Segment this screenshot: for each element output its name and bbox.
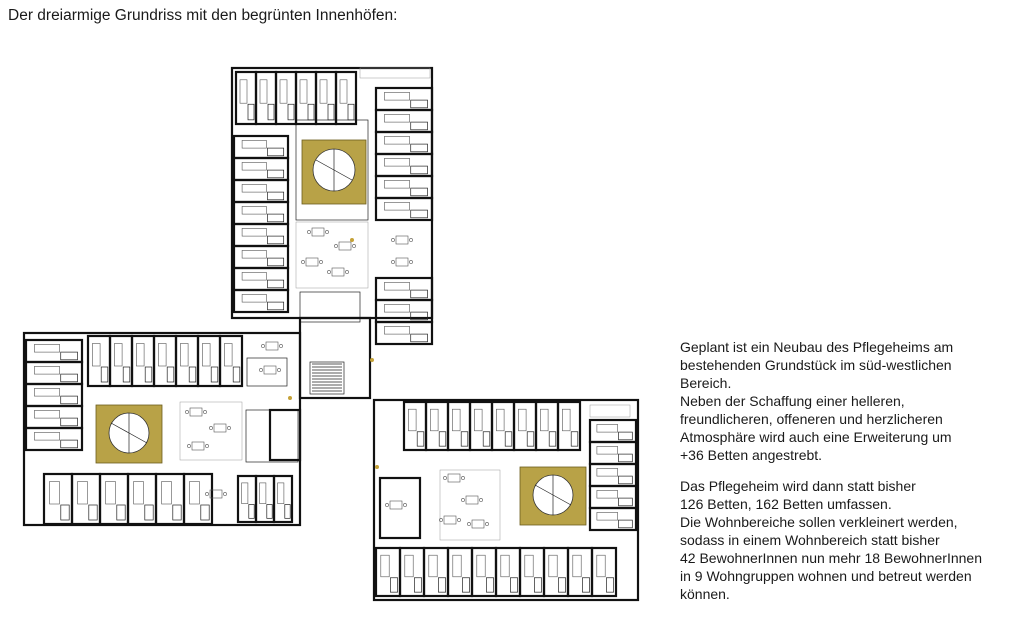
bed (597, 424, 618, 432)
description-line: 42 BewohnerInnen nun mehr 18 BewohnerInnen (680, 550, 982, 566)
patient-room (26, 428, 82, 450)
bed (518, 409, 526, 431)
patient-room (426, 402, 448, 450)
chair (403, 503, 406, 506)
patient-room (234, 202, 288, 224)
bed (240, 80, 247, 103)
bed (597, 468, 618, 476)
bathroom (505, 432, 512, 446)
bathroom (285, 505, 290, 519)
bathroom (267, 258, 283, 266)
bed (242, 162, 266, 170)
bathroom (606, 578, 613, 592)
patient-room (558, 402, 580, 450)
description-line: sodass in einem Wohnbereich statt bisher (680, 532, 940, 548)
patient-room (492, 402, 514, 450)
description-line: können. (680, 586, 730, 602)
bed (477, 555, 485, 577)
patient-room (544, 548, 568, 596)
bathroom (267, 214, 283, 222)
chair (203, 410, 206, 413)
bed (106, 482, 116, 505)
bathroom (461, 432, 468, 446)
furniture-layout (185, 228, 488, 528)
chair (319, 260, 322, 263)
patient-room (448, 402, 470, 450)
bathroom (411, 188, 428, 196)
table (396, 236, 408, 244)
bathroom (527, 432, 534, 446)
bathroom (619, 454, 633, 462)
patient-room (26, 362, 82, 384)
bed (384, 158, 409, 166)
patient-room (234, 290, 288, 312)
table (264, 366, 276, 374)
bathroom (173, 505, 181, 520)
bathroom (267, 148, 283, 156)
bed (300, 80, 307, 103)
bathroom (411, 210, 428, 218)
bathroom (267, 192, 283, 200)
table (192, 442, 204, 450)
patient-room (44, 474, 72, 524)
bed (597, 446, 618, 454)
patient-room (274, 476, 292, 522)
patient-room (536, 402, 558, 450)
bed (34, 388, 59, 396)
bathroom (417, 432, 424, 446)
bed (408, 409, 416, 431)
patient-room (234, 158, 288, 180)
bed (242, 228, 266, 236)
patient-room (376, 110, 432, 132)
patient-room (110, 336, 132, 386)
chair (409, 260, 412, 263)
bed (549, 555, 557, 577)
bathroom (61, 352, 78, 360)
bathroom (411, 166, 428, 174)
bed (474, 409, 482, 431)
patient-room (26, 384, 82, 406)
description-line: +36 Betten angestrebt. (680, 447, 823, 463)
patient-room (238, 476, 256, 522)
patient-room (132, 336, 154, 386)
bed (384, 304, 409, 312)
staircase (310, 362, 344, 394)
room-column-north-left (234, 136, 288, 312)
bed (158, 344, 166, 367)
table (339, 242, 351, 250)
room-row-southeast-bottom (376, 548, 616, 596)
bathroom (267, 302, 283, 310)
bathroom (89, 505, 97, 520)
chair (261, 344, 264, 347)
bathroom (619, 476, 633, 484)
bed (525, 555, 533, 577)
patient-room (496, 548, 520, 596)
bed (34, 366, 59, 374)
bed (384, 92, 409, 100)
description-line: Die Wohnbereiche sollen verkleinert werden, (680, 514, 958, 530)
room-row-southeast-top (404, 402, 580, 450)
patient-room (296, 72, 316, 124)
chair (352, 244, 355, 247)
patient-room (236, 72, 256, 124)
bathroom (414, 578, 421, 592)
patient-room (256, 72, 276, 124)
description-line: freundlicheren, offeneren und herzlicheren (680, 411, 943, 427)
chair (485, 522, 488, 525)
bed (34, 432, 59, 440)
bathroom (411, 122, 428, 130)
patient-room (520, 548, 544, 596)
patient-room (26, 340, 82, 362)
bed (384, 282, 409, 290)
west-wing (24, 333, 300, 525)
bed (384, 180, 409, 188)
bathroom (61, 374, 78, 382)
table (214, 424, 226, 432)
patient-room (376, 278, 432, 300)
patient-room (514, 402, 536, 450)
bed (278, 483, 284, 504)
patient-room (590, 442, 636, 464)
chair (277, 368, 280, 371)
bathroom (486, 578, 493, 592)
bed (573, 555, 581, 577)
bed (430, 409, 438, 431)
description-line: Geplant ist ein Neubau des Pflegeheims am (680, 339, 954, 355)
chair (307, 230, 310, 233)
patient-room (376, 88, 432, 110)
bed (242, 483, 248, 504)
bed (114, 344, 122, 367)
chair (301, 260, 304, 263)
patient-room (336, 72, 356, 124)
patient-room (154, 336, 176, 386)
bathroom (145, 505, 153, 520)
bathroom (411, 100, 428, 108)
patient-room (424, 548, 448, 596)
chair (461, 476, 464, 479)
description-text (680, 338, 1016, 603)
bed (562, 409, 570, 431)
patient-room (568, 548, 592, 596)
bed (384, 202, 409, 210)
patient-room (176, 336, 198, 386)
bathroom (267, 280, 283, 288)
patient-room (234, 224, 288, 246)
bathroom (558, 578, 565, 592)
bathroom (439, 432, 446, 446)
patient-room (156, 474, 184, 524)
bathroom (582, 578, 589, 592)
description-line: Neben der Schaffung einer helleren, (680, 393, 905, 409)
room-column-north-right (376, 88, 432, 344)
room-row-north-top (236, 72, 356, 124)
chair (334, 244, 337, 247)
bathroom (462, 578, 469, 592)
bed (224, 344, 232, 367)
patient-room (472, 548, 496, 596)
patient-room (220, 336, 242, 386)
description-line: 126 Betten, 162 Betten umfassen. (680, 496, 892, 512)
patient-room (376, 322, 432, 344)
patient-room (316, 72, 336, 124)
bathroom (348, 104, 354, 120)
southeast-wing (374, 400, 638, 600)
north-wing (232, 68, 432, 344)
chair (391, 238, 394, 241)
patient-room (592, 548, 616, 596)
patient-room (376, 548, 400, 596)
bed (190, 482, 200, 505)
paragraph-gap (680, 464, 1016, 477)
bathroom (248, 104, 254, 120)
bed (597, 555, 605, 577)
chair (409, 238, 412, 241)
bathroom (411, 334, 428, 342)
patient-room (448, 548, 472, 596)
patient-room (234, 180, 288, 202)
chair (327, 270, 330, 273)
bathroom (390, 578, 397, 592)
bathroom (619, 498, 633, 506)
bathroom (101, 367, 108, 382)
patient-room (470, 402, 492, 450)
bed (384, 326, 409, 334)
bed (242, 184, 266, 192)
patient-room (376, 176, 432, 198)
patient-room (400, 548, 424, 596)
bathroom (411, 290, 428, 298)
chair (461, 498, 464, 501)
chair (259, 368, 262, 371)
chair (443, 476, 446, 479)
room-row-west-top (88, 336, 242, 386)
bathroom (233, 367, 240, 382)
table (390, 501, 402, 509)
bed (134, 482, 144, 505)
table (444, 516, 456, 524)
bathroom (534, 578, 541, 592)
patient-room (590, 508, 636, 530)
patient-room (198, 336, 220, 386)
patient-room (128, 474, 156, 524)
bathroom (549, 432, 556, 446)
table (448, 474, 460, 482)
bathroom (61, 505, 69, 520)
bed (260, 483, 266, 504)
bathroom (145, 367, 152, 382)
bathroom (411, 144, 428, 152)
bathroom (510, 578, 517, 592)
description-line: Atmosphäre wird auch eine Erweiterung um (680, 429, 952, 445)
bathroom (201, 505, 209, 520)
patient-room (256, 476, 274, 522)
bathroom (571, 432, 578, 446)
patient-room (376, 198, 432, 220)
bathroom (61, 396, 78, 404)
patient-room (590, 464, 636, 486)
bathroom (249, 505, 254, 519)
patient-room (100, 474, 128, 524)
table (306, 258, 318, 266)
patient-room (72, 474, 100, 524)
bed (384, 136, 409, 144)
chair (223, 492, 226, 495)
table (190, 408, 202, 416)
bathroom (167, 367, 174, 382)
bathroom (189, 367, 196, 382)
bed (280, 80, 287, 103)
bathroom (267, 170, 283, 178)
bed (501, 555, 509, 577)
bed (381, 555, 389, 577)
bathroom (268, 104, 274, 120)
bed (242, 140, 266, 148)
table (396, 258, 408, 266)
table (332, 268, 344, 276)
description-line: Bereich. (680, 375, 732, 391)
bed (202, 344, 210, 367)
bathroom (211, 367, 218, 382)
table (466, 496, 478, 504)
patient-room (376, 154, 432, 176)
bathroom (61, 440, 78, 448)
bed (180, 344, 188, 367)
bathroom (267, 236, 283, 244)
room-row-west-bottom (44, 474, 292, 524)
bathroom (328, 104, 334, 120)
bed (597, 512, 618, 520)
chair (325, 230, 328, 233)
bed (405, 555, 413, 577)
plant-markers (288, 238, 379, 469)
bed (384, 114, 409, 122)
patient-room (26, 406, 82, 428)
chair (205, 492, 208, 495)
bed (136, 344, 144, 367)
chair (479, 498, 482, 501)
chair (187, 444, 190, 447)
patient-room (234, 268, 288, 290)
patient-room (590, 420, 636, 442)
bed (242, 294, 266, 302)
description-line: bestehenden Grundstück im süd-westlichen (680, 357, 952, 373)
table (472, 520, 484, 528)
bed (340, 80, 347, 103)
bathroom (123, 367, 130, 382)
patient-room (234, 246, 288, 268)
bed (50, 482, 60, 505)
bathroom (288, 104, 294, 120)
patient-room (404, 402, 426, 450)
bed (429, 555, 437, 577)
bed (242, 206, 266, 214)
description-line: in 9 Wohngruppen wohnen und betreut werden (680, 568, 972, 584)
bed (92, 344, 100, 367)
room-column-west-left (26, 340, 82, 450)
bed (540, 409, 548, 431)
bathroom (308, 104, 314, 120)
chair (457, 518, 460, 521)
bed (597, 490, 618, 498)
bathroom (619, 432, 633, 440)
table (312, 228, 324, 236)
patient-room (184, 474, 212, 524)
chair (227, 426, 230, 429)
bathroom (61, 418, 78, 426)
patient-room (376, 132, 432, 154)
patient-room (590, 486, 636, 508)
bed (162, 482, 172, 505)
central-core (247, 318, 370, 398)
bathroom (619, 520, 633, 528)
patient-room (276, 72, 296, 124)
description-line: Das Pflegeheim wird dann statt bisher (680, 478, 916, 494)
bed (453, 555, 461, 577)
bathroom (438, 578, 445, 592)
bathroom (483, 432, 490, 446)
chair (385, 503, 388, 506)
bed (34, 410, 59, 418)
patient-room (234, 136, 288, 158)
page-title: Der dreiarmige Grundriss mit den begrünten Innenhöfen: (8, 7, 398, 24)
bathroom (267, 505, 272, 519)
bathroom (117, 505, 125, 520)
bed (78, 482, 88, 505)
chair (467, 522, 470, 525)
patient-room (88, 336, 110, 386)
chair (279, 344, 282, 347)
table (266, 342, 278, 350)
bed (260, 80, 267, 103)
room-column-southeast-right (590, 420, 636, 530)
chair (185, 410, 188, 413)
bed (242, 250, 266, 258)
chair (209, 426, 212, 429)
bed (34, 344, 59, 352)
chair (391, 260, 394, 263)
bed (496, 409, 504, 431)
bed (320, 80, 327, 103)
chair (345, 270, 348, 273)
chair (205, 444, 208, 447)
bed (242, 272, 266, 280)
bed (452, 409, 460, 431)
